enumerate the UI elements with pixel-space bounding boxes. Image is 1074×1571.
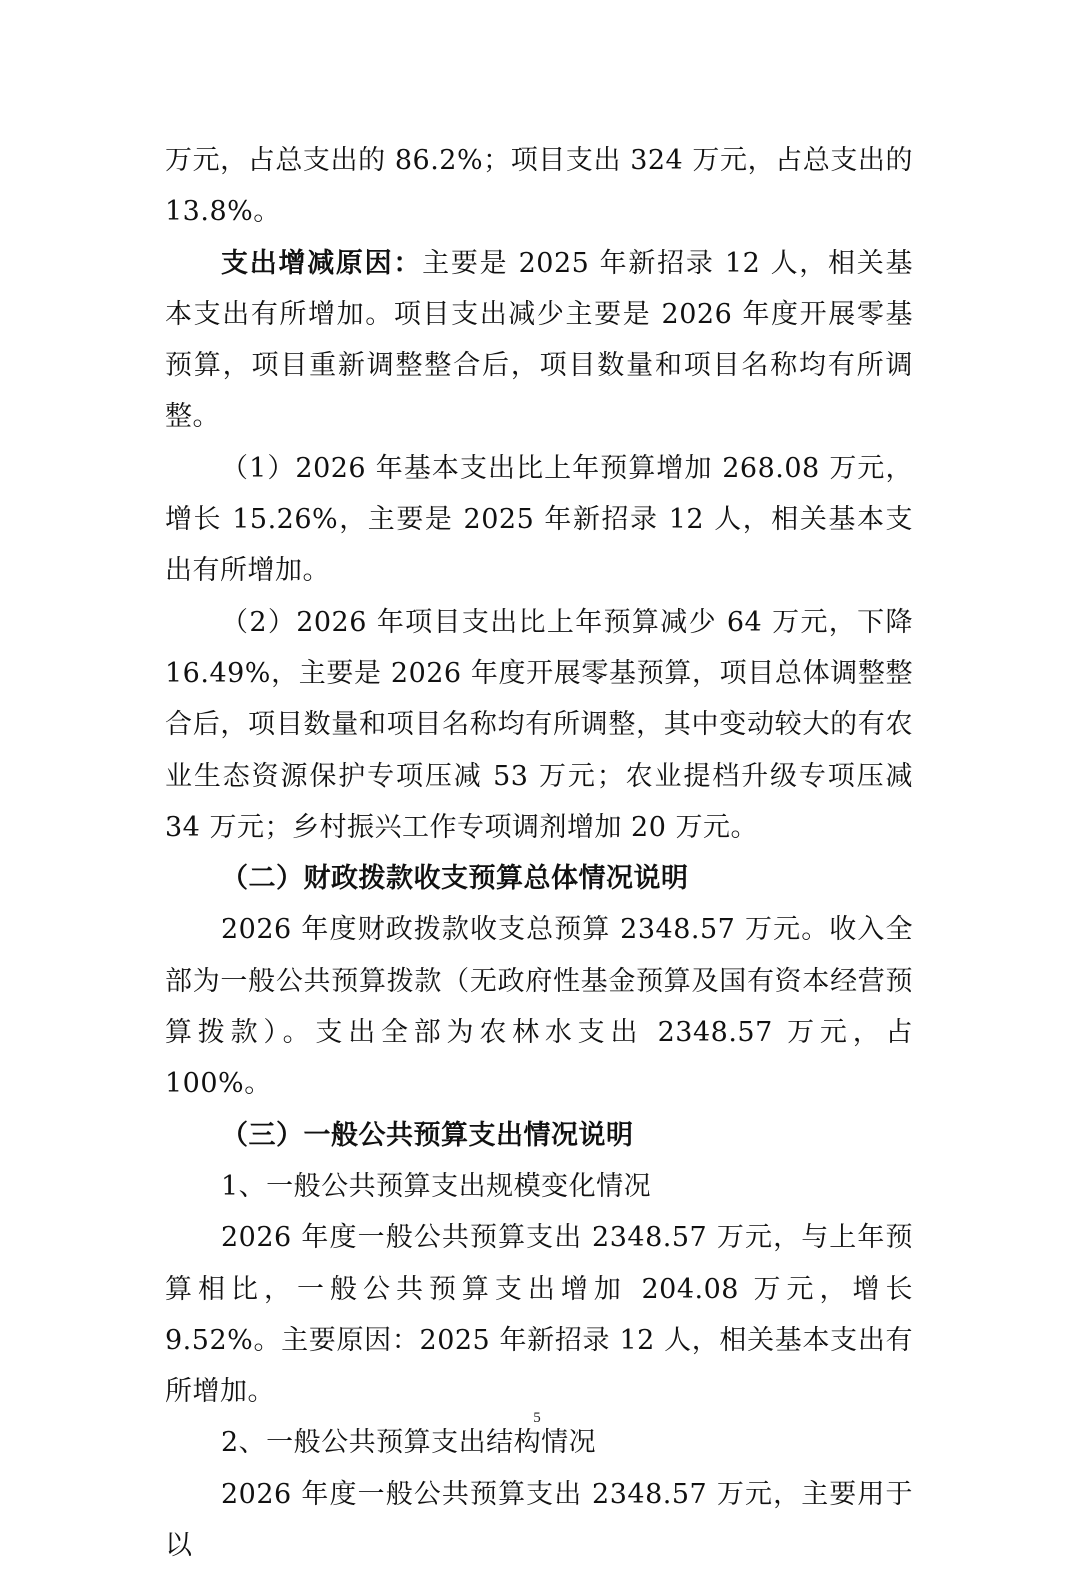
subheading-scale-change: 1、一般公共预算支出规模变化情况 bbox=[221, 1170, 652, 1202]
paragraph-basic-expenditure: （1）2026 年基本支出比上年预算增加 268.08 万元，增长 15.26%，主要是 2025 年新招录 12 人，相关基本支出有所增加。 bbox=[165, 452, 913, 587]
section-heading-fiscal-appropriation: （二）财政拨款收支预算总体情况说明 bbox=[221, 863, 689, 895]
paragraph-continuation: 万元，占总支出的 86.2%；项目支出 324 万元，占总支出的 13.8%。 bbox=[165, 145, 913, 228]
page-number: 5 bbox=[533, 1410, 541, 1426]
paragraph-project-expenditure: （2）2026 年项目支出比上年预算减少 64 万元，下降 16.49%，主要是 2026 年度开展零基预算，项目总体调整整合后，项目数量和项目名称均有所调整，其中变动较大的有农业生态资源保护专项压减 53 万元；农业提档升级专项压减 34 万元；乡村振兴工作专项调剂增加 20 万元。 bbox=[165, 606, 913, 843]
document-body bbox=[165, 135, 913, 1571]
paragraph-scale-change: 2026 年度一般公共预算支出 2348.57 万元，与上年预算相比，一般公共预算支出增加 204.08 万元，增长 9.52%。主要原因：2025 年新招录 12 人，相关基本支出有所增加。 bbox=[165, 1222, 913, 1408]
paragraph-structure: 2026 年度一般公共预算支出 2348.57 万元，主要用于以 bbox=[165, 1478, 913, 1562]
section-heading-general-public-budget: （三）一般公共预算支出情况说明 bbox=[221, 1119, 634, 1151]
paragraph-change-reasons bbox=[165, 238, 913, 443]
subheading-structure: 2、一般公共预算支出结构情况 bbox=[221, 1427, 597, 1459]
paragraph-text: 主要是 2025 年新招录 12 人，相关基本支出有所增加。项目支出减少主要是 2026 年度开展零基预算，项目重新调整整合后，项目数量和项目名称均有所调整。 bbox=[165, 247, 913, 433]
paragraph-lead-label: 支出增减原因： bbox=[221, 247, 423, 279]
paragraph-fiscal-appropriation: 2026 年度财政拨款收支总预算 2348.57 万元。收入全部为一般公共预算拨款（无政府性基金预算及国有资本经营预算拨款）。支出全部为农林水支出 2348.57 万元，占 100%。 bbox=[165, 914, 913, 1100]
